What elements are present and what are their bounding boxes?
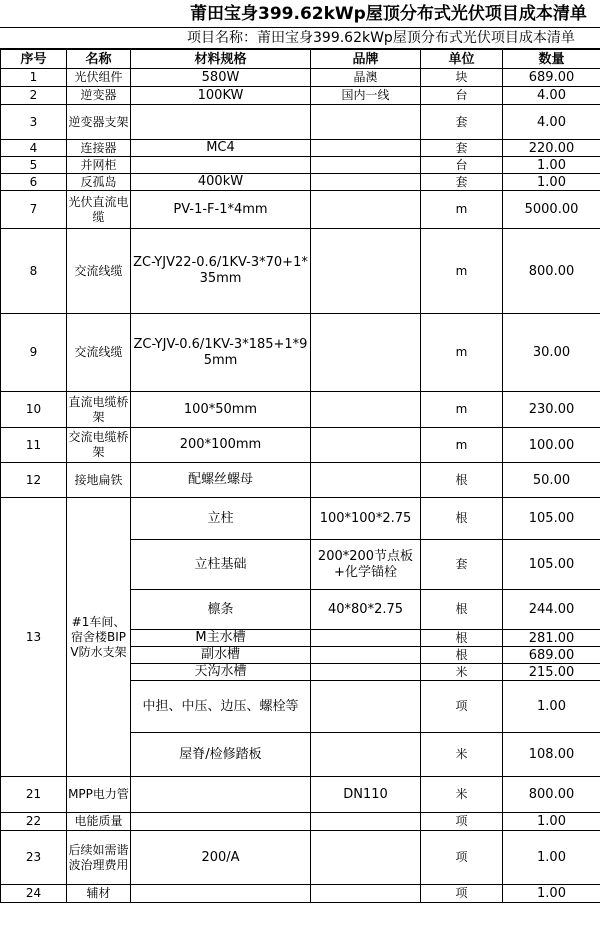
row-brand (311, 885, 421, 903)
table-row (1, 157, 600, 174)
table-row (1, 314, 600, 392)
row-unit: 套 (421, 105, 503, 140)
row-unit: m (421, 428, 503, 463)
row-name: 交流线缆 (67, 314, 131, 392)
row-spec: 立柱基础 (131, 540, 311, 590)
row-spec: 檩条 (131, 590, 311, 630)
row-no: 7 (1, 191, 67, 229)
row-spec: ZC-YJV-0.6/1KV-3*185+1*95mm (131, 314, 311, 392)
header-brand: 品牌 (311, 50, 421, 69)
table-row (1, 777, 600, 813)
table-row (1, 191, 600, 229)
row-spec: 200*100mm (131, 428, 311, 463)
row-spec: 200/A (131, 831, 311, 885)
row-unit: 套 (421, 174, 503, 191)
row-name: 交流线缆 (67, 229, 131, 314)
row-unit: 套 (421, 140, 503, 157)
row-qty: 1.00 (503, 831, 600, 885)
row-spec (131, 157, 311, 174)
row-name: 并网柜 (67, 157, 131, 174)
row-qty: 215.00 (503, 664, 600, 681)
row-unit: 根 (421, 463, 503, 498)
row-brand (311, 813, 421, 831)
row-no: 2 (1, 87, 67, 105)
row-spec: 屋脊/检修踏板 (131, 733, 311, 777)
row-spec: M主水槽 (131, 630, 311, 647)
row-name: 反孤岛 (67, 174, 131, 191)
row-no: 23 (1, 831, 67, 885)
row-no: 13 (1, 498, 67, 777)
row-spec: ZC-YJV22-0.6/1KV-3*70+1*35mm (131, 229, 311, 314)
row-brand (311, 140, 421, 157)
row-spec: MC4 (131, 140, 311, 157)
row-unit: 米 (421, 664, 503, 681)
row-unit: 项 (421, 831, 503, 885)
row-brand (311, 630, 421, 647)
row-qty: 800.00 (503, 777, 600, 813)
row-spec (131, 105, 311, 140)
table-row (1, 140, 600, 157)
row-spec (131, 813, 311, 831)
row-brand: 国内一线 (311, 87, 421, 105)
row-qty: 689.00 (503, 69, 600, 87)
row-spec: 400kW (131, 174, 311, 191)
row-brand (311, 105, 421, 140)
row-no: 3 (1, 105, 67, 140)
row-qty: 50.00 (503, 463, 600, 498)
row-unit: m (421, 191, 503, 229)
table-row (1, 69, 600, 87)
row-spec: 100KW (131, 87, 311, 105)
row-no: 1 (1, 69, 67, 87)
row-no: 12 (1, 463, 67, 498)
table-row (1, 392, 600, 428)
row-no: 4 (1, 140, 67, 157)
row-spec: 副水槽 (131, 647, 311, 664)
table-row (1, 885, 600, 903)
row-unit: m (421, 229, 503, 314)
row-unit: 米 (421, 777, 503, 813)
row-unit: 项 (421, 681, 503, 733)
row-qty: 105.00 (503, 540, 600, 590)
row-qty: 1.00 (503, 813, 600, 831)
row-qty: 30.00 (503, 314, 600, 392)
row-brand: 晶澳 (311, 69, 421, 87)
row-qty: 108.00 (503, 733, 600, 777)
row-qty: 689.00 (503, 647, 600, 664)
row-unit: 项 (421, 813, 503, 831)
project-name: 项目名称：莆田宝身399.62kWp屋顶分布式光伏项目成本清单 (0, 28, 600, 49)
row-name: 逆变器支架 (67, 105, 131, 140)
row-no: 9 (1, 314, 67, 392)
row-brand: 40*80*2.75 (311, 590, 421, 630)
row-name: 后续如需谐波治理费用 (67, 831, 131, 885)
row-unit: 套 (421, 540, 503, 590)
table-row (1, 831, 600, 885)
row-name: 连接器 (67, 140, 131, 157)
row-brand (311, 647, 421, 664)
row-qty: 1.00 (503, 174, 600, 191)
row-spec: 配螺丝螺母 (131, 463, 311, 498)
row-no: 24 (1, 885, 67, 903)
row-brand: DN110 (311, 777, 421, 813)
row-brand (311, 831, 421, 885)
row-qty: 220.00 (503, 140, 600, 157)
row-unit: 米 (421, 733, 503, 777)
header-spec: 材料规格 (131, 50, 311, 69)
row-qty: 1.00 (503, 157, 600, 174)
row-qty: 244.00 (503, 590, 600, 630)
row-brand (311, 174, 421, 191)
row-brand (311, 664, 421, 681)
row-no: 22 (1, 813, 67, 831)
row-unit: 台 (421, 87, 503, 105)
row-unit: 根 (421, 630, 503, 647)
row-spec: 中担、中压、边压、螺栓等 (131, 681, 311, 733)
row-name: 接地扁铁 (67, 463, 131, 498)
row-qty: 4.00 (503, 87, 600, 105)
sheet-title: 莆田宝身399.62kWp屋顶分布式光伏项目成本清单 (0, 0, 600, 28)
row-unit: 根 (421, 590, 503, 630)
header-row (1, 50, 600, 69)
table-row (1, 463, 600, 498)
table-row (1, 105, 600, 140)
row-unit: 根 (421, 647, 503, 664)
header-no: 序号 (1, 50, 67, 69)
row-name: 光伏组件 (67, 69, 131, 87)
row-no: 8 (1, 229, 67, 314)
row-brand (311, 191, 421, 229)
row-brand (311, 463, 421, 498)
table-row (1, 229, 600, 314)
row-name: 交流电缆桥架 (67, 428, 131, 463)
row-unit: 根 (421, 498, 503, 540)
row-brand (311, 392, 421, 428)
row-qty: 230.00 (503, 392, 600, 428)
row-qty: 105.00 (503, 498, 600, 540)
cost-table (0, 49, 600, 903)
row-qty: 800.00 (503, 229, 600, 314)
row-unit: m (421, 314, 503, 392)
row-qty: 4.00 (503, 105, 600, 140)
row-name: 电能质量 (67, 813, 131, 831)
row-name: MPP电力管 (67, 777, 131, 813)
row-spec (131, 885, 311, 903)
row-unit: 块 (421, 69, 503, 87)
row-qty: 281.00 (503, 630, 600, 647)
row-qty: 1.00 (503, 681, 600, 733)
table-row (1, 498, 600, 540)
row-no: 21 (1, 777, 67, 813)
row-name: 光伏直流电缆 (67, 191, 131, 229)
row-name: 辅材 (67, 885, 131, 903)
row-qty: 1.00 (503, 885, 600, 903)
row-name: #1车间、宿舍楼BIPV防水支架 (67, 498, 131, 777)
row-brand (311, 681, 421, 733)
header-unit: 单位 (421, 50, 503, 69)
row-qty: 5000.00 (503, 191, 600, 229)
row-spec: 立柱 (131, 498, 311, 540)
table-row (1, 87, 600, 105)
table-row (1, 813, 600, 831)
row-no: 10 (1, 392, 67, 428)
row-unit: 项 (421, 885, 503, 903)
row-spec: 100*50mm (131, 392, 311, 428)
row-spec: 天沟水槽 (131, 664, 311, 681)
row-brand (311, 314, 421, 392)
header-qty: 数量 (503, 50, 600, 69)
row-brand (311, 229, 421, 314)
row-brand (311, 733, 421, 777)
row-brand: 200*200节点板+化学锚栓 (311, 540, 421, 590)
row-unit: m (421, 392, 503, 428)
row-spec: PV-1-F-1*4mm (131, 191, 311, 229)
row-name: 直流电缆桥架 (67, 392, 131, 428)
row-qty: 100.00 (503, 428, 600, 463)
row-no: 6 (1, 174, 67, 191)
row-brand (311, 157, 421, 174)
row-name: 逆变器 (67, 87, 131, 105)
row-brand (311, 428, 421, 463)
row-spec (131, 777, 311, 813)
row-no: 5 (1, 157, 67, 174)
row-no: 11 (1, 428, 67, 463)
row-unit: 台 (421, 157, 503, 174)
row-brand: 100*100*2.75 (311, 498, 421, 540)
row-spec: 580W (131, 69, 311, 87)
header-name: 名称 (67, 50, 131, 69)
table-row (1, 428, 600, 463)
table-row (1, 174, 600, 191)
